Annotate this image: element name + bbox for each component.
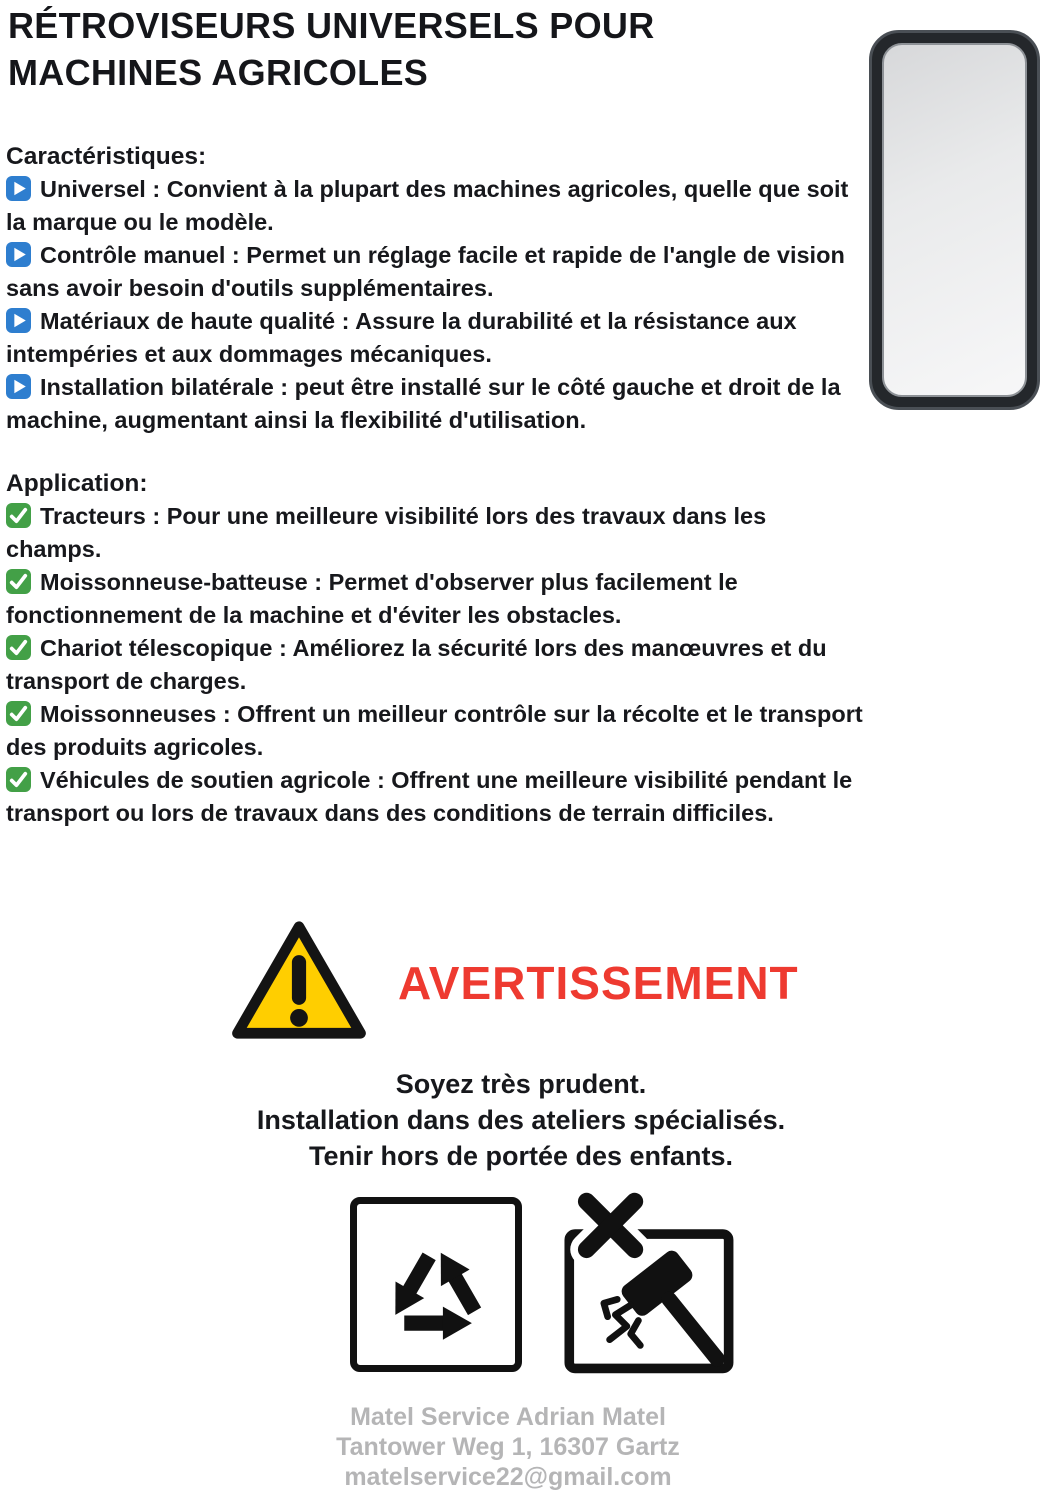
footer-line: Matel Service Adrian Matel <box>350 1403 666 1431</box>
check-icon <box>6 503 31 528</box>
page-title: RÉTROVISEURS UNIVERSELS POUR MACHINES AGRICOLES <box>8 5 655 93</box>
application-item-text: Chariot télescopique : Améliorez la sécurité lors des manœuvres et du transport de charges. <box>6 635 827 694</box>
product-mirror-image <box>869 30 1040 410</box>
play-icon <box>6 242 31 267</box>
feature-item-text: Universel : Convient à la plupart des machines agricoles, quelle que soit la marque ou le modèle. <box>6 176 849 235</box>
content-body <box>6 140 868 830</box>
feature-item <box>6 239 868 305</box>
check-icon <box>6 701 31 726</box>
feature-item <box>6 173 868 239</box>
application-item-text: Véhicules de soutien agricole : Offrent une meilleure visibilité pendant le transport ou lors de travaux dans des conditions de terrain difficiles. <box>6 767 853 826</box>
check-icon <box>6 767 31 792</box>
caution-lines <box>0 1066 1042 1174</box>
feature-item <box>6 305 868 371</box>
application-item <box>6 698 868 764</box>
play-icon <box>6 308 31 333</box>
footer-contact <box>0 1402 1016 1492</box>
application-item-text: Moissonneuse-batteuse : Permet d'observer plus facilement le fonctionnement de la machine et d'éviter les obstacles. <box>6 569 738 628</box>
do-not-strike-icon <box>552 1185 744 1383</box>
features-heading: Caractéristiques: <box>6 143 207 170</box>
feature-item-text: Matériaux de haute qualité : Assure la durabilité et la résistance aux intempéries et aux dommages mécaniques. <box>6 308 797 367</box>
play-icon <box>6 374 31 399</box>
footer-line: Tantower Weg 1, 16307 Gartz <box>336 1433 680 1461</box>
application-item <box>6 632 868 698</box>
mirror-glass <box>882 43 1027 397</box>
footer-line: matelservice22@gmail.com <box>344 1463 672 1491</box>
feature-item-text: Installation bilatérale : peut être installé sur le côté gauche et droit de la machine, augmentant ainsi la flexibilité d'utilisation. <box>6 374 841 433</box>
application-item-text: Tracteurs : Pour une meilleure visibilité lors des travaux dans les champs. <box>6 503 767 562</box>
application-item <box>6 566 868 632</box>
recycling-icon <box>350 1197 522 1372</box>
application-item <box>6 764 868 830</box>
caution-line: Installation dans des ateliers spécialisés. <box>256 1105 786 1135</box>
feature-item <box>6 371 868 437</box>
check-icon <box>6 569 31 594</box>
caution-line: Tenir hors de portée des enfants. <box>308 1141 734 1171</box>
warning-triangle-icon <box>228 912 370 1048</box>
application-item-text: Moissonneuses : Offrent un meilleur contrôle sur la récolte et le transport des produits agricoles. <box>6 701 863 760</box>
caution-line: Soyez très prudent. <box>395 1069 647 1099</box>
play-icon <box>6 176 31 201</box>
check-icon <box>6 635 31 660</box>
application-item <box>6 500 868 566</box>
warning-title: AVERTISSEMENT <box>398 957 799 1009</box>
application-heading: Application: <box>6 470 148 497</box>
feature-item-text: Contrôle manuel : Permet un réglage facile et rapide de l'angle de vision sans avoir besoin d'outils supplémentaires. <box>6 242 845 301</box>
